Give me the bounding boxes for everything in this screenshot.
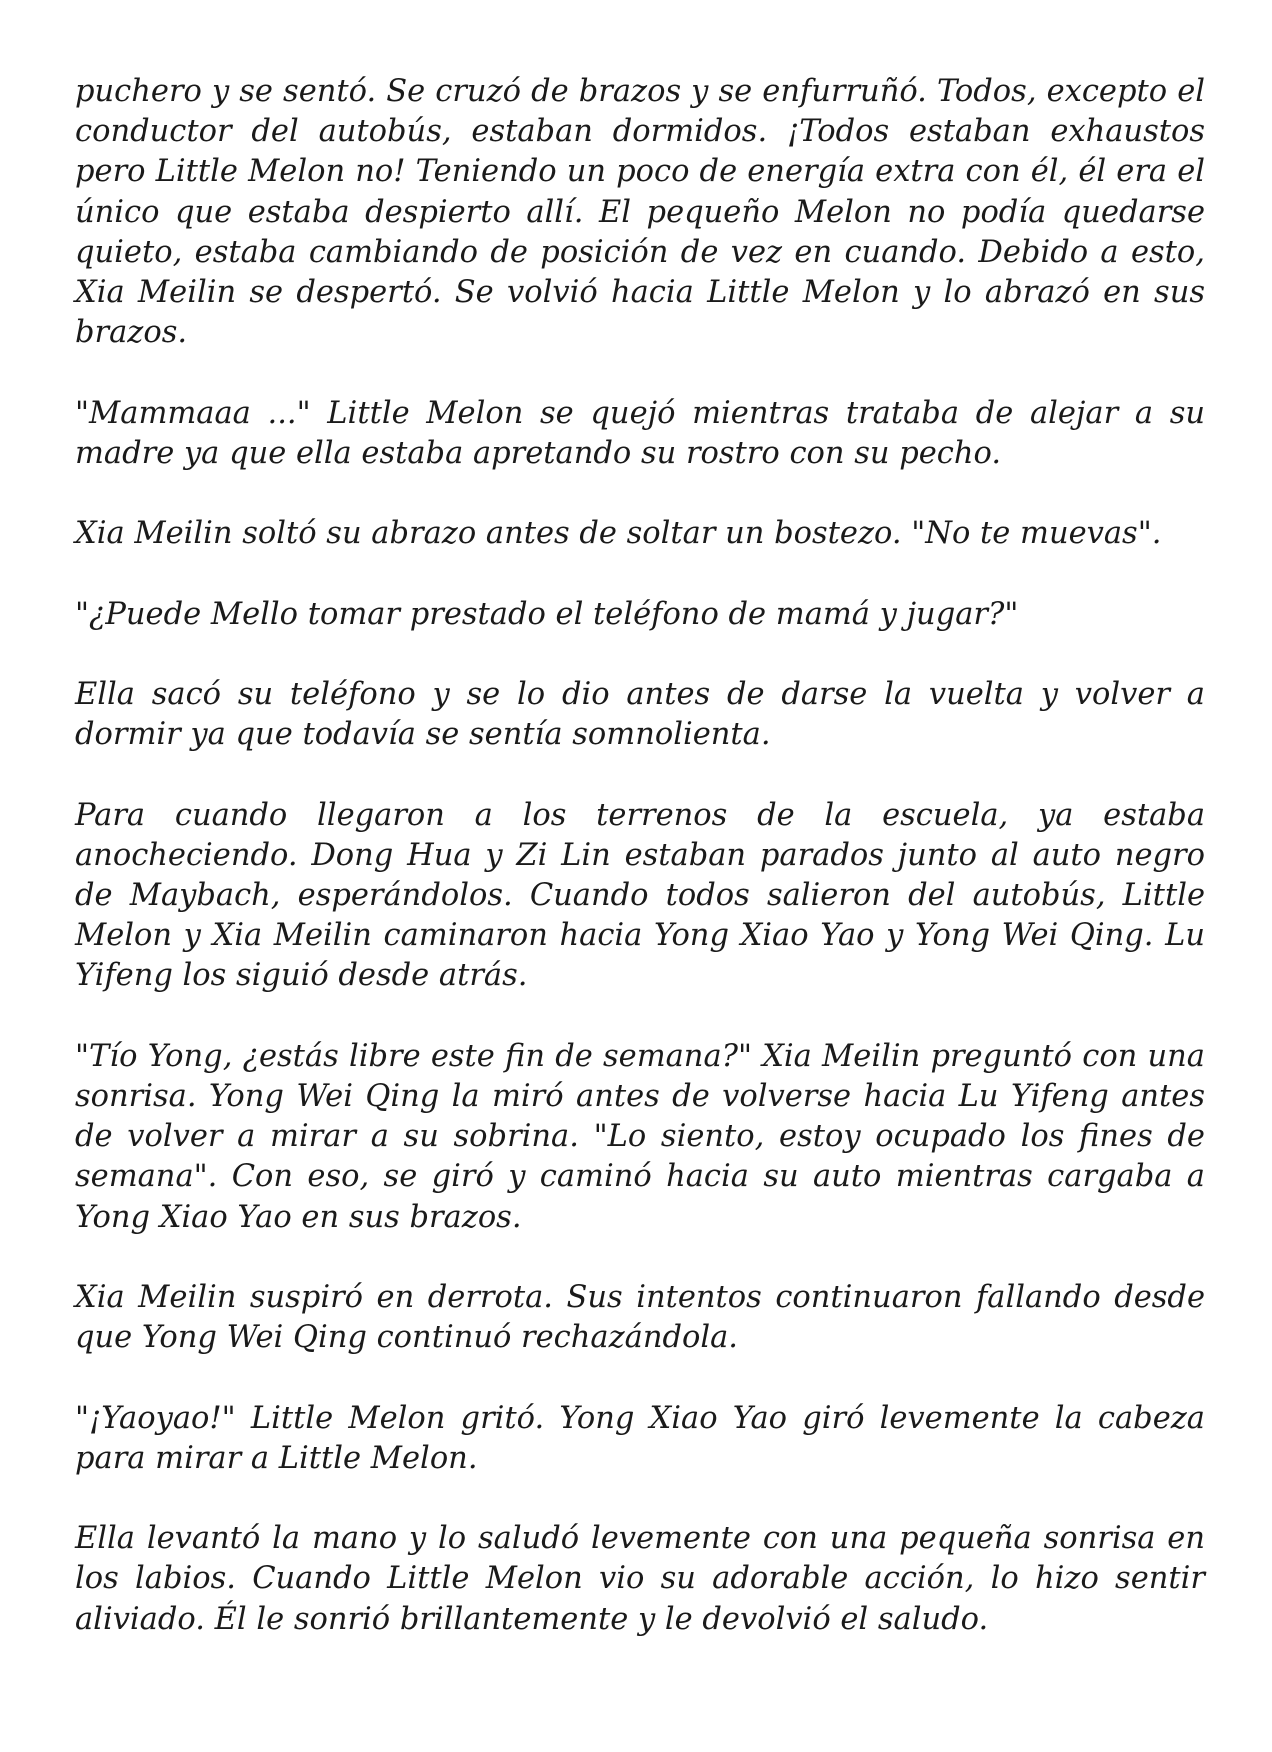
paragraph-5: Ella sacó su teléfono y se lo dio antes de darse la vuelta y volver a dormir ya que todavía se sentía somnolienta. [75, 676, 1205, 753]
paragraph-8: Xia Meilin suspiró en derrota. Sus intentos continuaron fallando desde que Yong Wei Qing continuó rechazándola. [75, 1279, 1205, 1356]
paragraph-1: puchero y se sentó. Se cruzó de brazos y se enfurruñó. Todos, excepto el conductor del autobús, estaban dormidos. ¡Todos estaban exhaustos pero Little Melon no! Teniendo un poco de energía extra con él, él era el único que estaba despierto allí. El pequeño Melon no podía quedarse quieto, estaba cambiando de posición de vez en cuando. Debido a esto, Xia Meilin se despertó. Se volvió hacia Little Melon y lo abrazó en sus brazos. [75, 74, 1205, 351]
paragraph-10: Ella levantó la mano y lo saludó levemente con una pequeña sonrisa en los labios. Cuando Little Melon vio su adorable acción, lo hizo sentir aliviado. Él le sonrió brillantemente y le devolvió el saludo. [75, 1521, 1205, 1637]
paragraph-2: "Mammaaa ..." Little Melon se quejó mientras trataba de alejar a su madre ya que ella estaba apretando su rostro con su pecho. [75, 395, 1205, 471]
document-page [75, 72, 1205, 1640]
paragraph-6: Para cuando llegaron a los terrenos de la escuela, ya estaba anocheciendo. Dong Hua y Zi Lin estaban parados junto al auto negro de Maybach, esperándolos. Cuando todos salieron del autobús, Little Melon y Xia Meilin caminaron hacia Yong Xiao Yao y Yong Wei Qing. Lu Yifeng los siguió desde atrás. [75, 797, 1205, 994]
paragraph-3: Xia Meilin soltó su abrazo antes de soltar un bostezo. "No te muevas". [75, 516, 1162, 552]
paragraph-9: "¡Yaoyao!" Little Melon gritó. Yong Xiao Yao giró levemente la cabeza para mirar a Little Melon. [75, 1400, 1205, 1476]
paragraph-7: "Tío Yong, ¿estás libre este fin de semana?" Xia Meilin preguntó con una sonrisa. Yong Wei Qing la miró antes de volverse hacia Lu Yifeng antes de volver a mirar a su sobrina. "Lo siento, estoy ocupado los fines de semana". Con eso, se giró y caminó hacia su auto mientras cargaba a Yong Xiao Yao en sus brazos. [75, 1038, 1205, 1235]
paragraph-4: "¿Puede Mello tomar prestado el teléfono de mamá y jugar?" [75, 596, 1019, 632]
